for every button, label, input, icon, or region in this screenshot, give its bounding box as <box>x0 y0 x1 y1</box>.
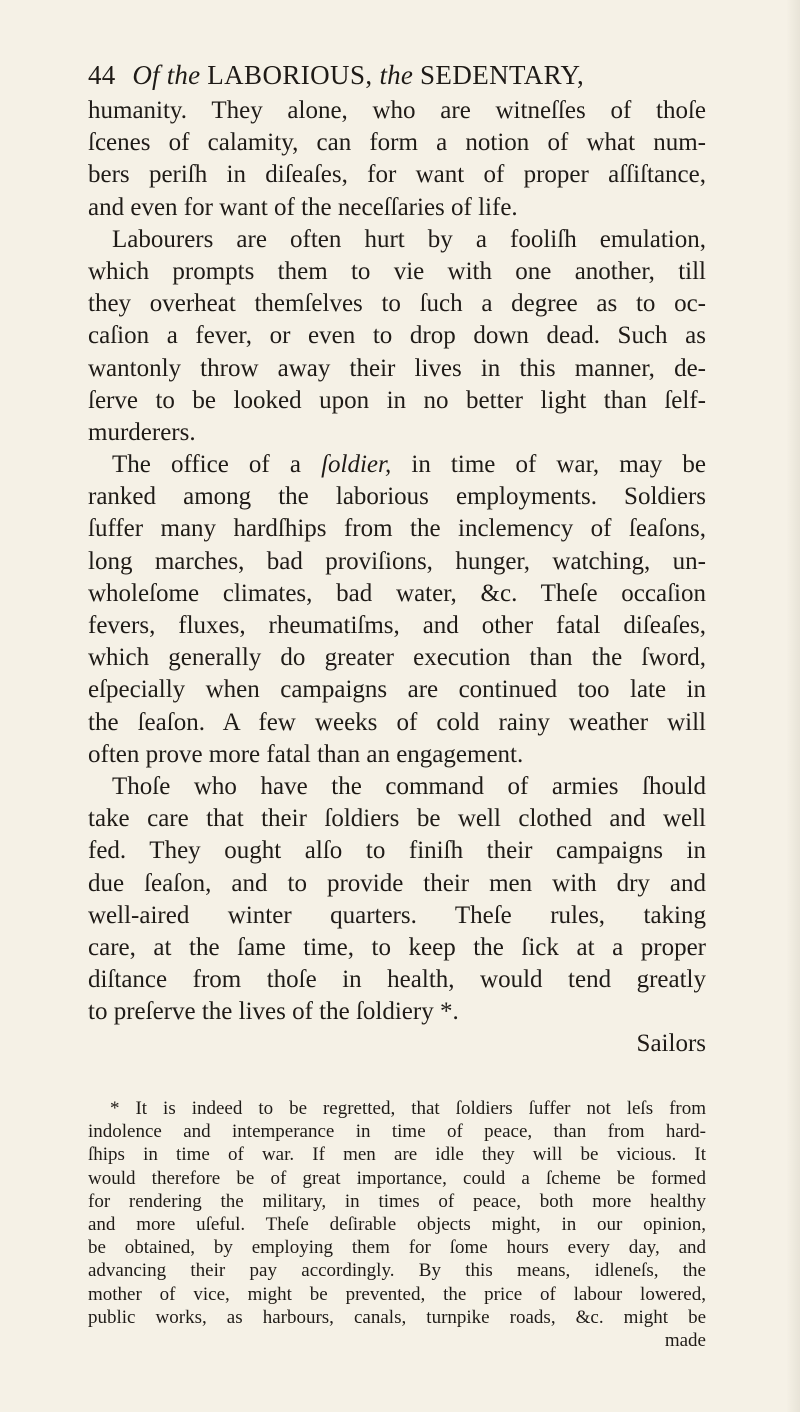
text-line: ſerve to be looked upon in no better light than ſelf- <box>88 386 706 414</box>
footnote-line: be obtained, by employing them for ſome hours every day, and <box>88 1237 706 1259</box>
text-fragment: in time of war, may be <box>411 451 706 479</box>
footnote-line: and more uſeful. Theſe deſirable objects might, in our opinion, <box>88 1213 706 1235</box>
text-line: fevers, fluxes, rheumatiſms, and other fatal diſeaſes, <box>88 612 706 639</box>
footnote-line: indolence and intemperance in time of peace, than from hard- <box>88 1121 706 1143</box>
header-of-the: Of the <box>132 60 201 90</box>
text-line: the ſeaſon. A few weeks of cold rainy weather will <box>88 708 706 736</box>
footnote-separator <box>88 1095 706 1096</box>
text-line: they overheat themſelves to ſuch a degree as to oc- <box>88 290 706 318</box>
main-text <box>88 95 706 1061</box>
page-edge-shadow <box>786 0 800 1412</box>
text-line: ſcenes of calamity, can form a notion of what num- <box>88 129 706 157</box>
text-line-soldier <box>88 449 706 481</box>
running-header <box>88 52 708 98</box>
footnote-line: mother of vice, might be prevented, the price of labour lowered, <box>88 1283 706 1305</box>
text-line: fed. They ought alſo to finiſh their campaigns in <box>88 837 706 865</box>
text-line: Thoſe who have the command of armies ſhould <box>112 772 706 800</box>
text-line: humanity. They alone, who are witneſſes of thoſe <box>88 97 706 124</box>
text-line: Labourers are often hurt by a fooliſh emulation, <box>112 225 706 253</box>
text-line: well-aired winter quarters. Theſe rules, taking <box>88 901 706 929</box>
text-line: wantonly throw away their lives in this manner, de- <box>88 354 706 382</box>
header-the: the <box>379 60 414 90</box>
text-fragment: The office of a <box>112 451 301 479</box>
footnote-line: * It is indeed to be regretted, that ſoldiers ſuffer not leſs from <box>110 1098 706 1119</box>
footnote-line: public works, as harbours, canals, turnpike roads, &c. might be <box>88 1306 706 1328</box>
italic-word: ſoldier, <box>321 451 392 479</box>
text-line: to preſerve the lives of the ſoldiery *. <box>88 998 459 1026</box>
text-line: which prompts them to vie with one another, till <box>88 257 706 285</box>
footnote <box>88 1097 706 1352</box>
text-line: diſtance from thoſe in health, would tend greatly <box>88 966 706 994</box>
page-number: 44 <box>88 60 116 90</box>
footnote-line: ſhips in time of war. If men are idle they will be vicious. It <box>88 1144 706 1166</box>
text-line: murderers. <box>88 418 196 446</box>
text-line: eſpecially when campaigns are continued too late in <box>88 676 706 704</box>
text-line: take care that their ſoldiers be well clothed and well <box>88 805 706 833</box>
footnote-catchword: made <box>664 1329 706 1351</box>
footnote-line: for rendering the military, in times of peace, both more healthy <box>88 1190 706 1212</box>
header-laborious: LABORIOUS, <box>207 60 373 90</box>
footnote-line: would therefore be of great importance, could a ſcheme be formed <box>88 1167 706 1189</box>
text-line: ranked among the laborious employments. Soldiers <box>88 483 706 511</box>
text-line: care, at the ſame time, to keep the ſick at a proper <box>88 933 706 961</box>
text-line: ſuffer many hardſhips from the inclemency of ſeaſons, <box>88 515 706 543</box>
text-line: which generally do greater execution than the ſword, <box>88 644 706 672</box>
footnote-line: advancing their pay accordingly. By this means, idleneſs, the <box>88 1260 706 1282</box>
text-line: wholeſome climates, bad water, &c. Theſe occaſion <box>88 579 706 607</box>
text-line: bers periſh in diſeaſes, for want of proper aſſiſtance, <box>88 161 706 189</box>
catchword: Sailors <box>636 1030 706 1058</box>
text-line: caſion a fever, or even to drop down dead. Such as <box>88 322 706 350</box>
text-line: and even for want of the neceſſaries of life. <box>88 193 518 221</box>
text-line: due ſeaſon, and to provide their men with dry and <box>88 869 706 897</box>
header-sedentary: SEDENTARY, <box>420 60 585 90</box>
text-line: long marches, bad proviſions, hunger, watching, un- <box>88 547 706 575</box>
text-line: often prove more fatal than an engagement. <box>88 740 524 768</box>
